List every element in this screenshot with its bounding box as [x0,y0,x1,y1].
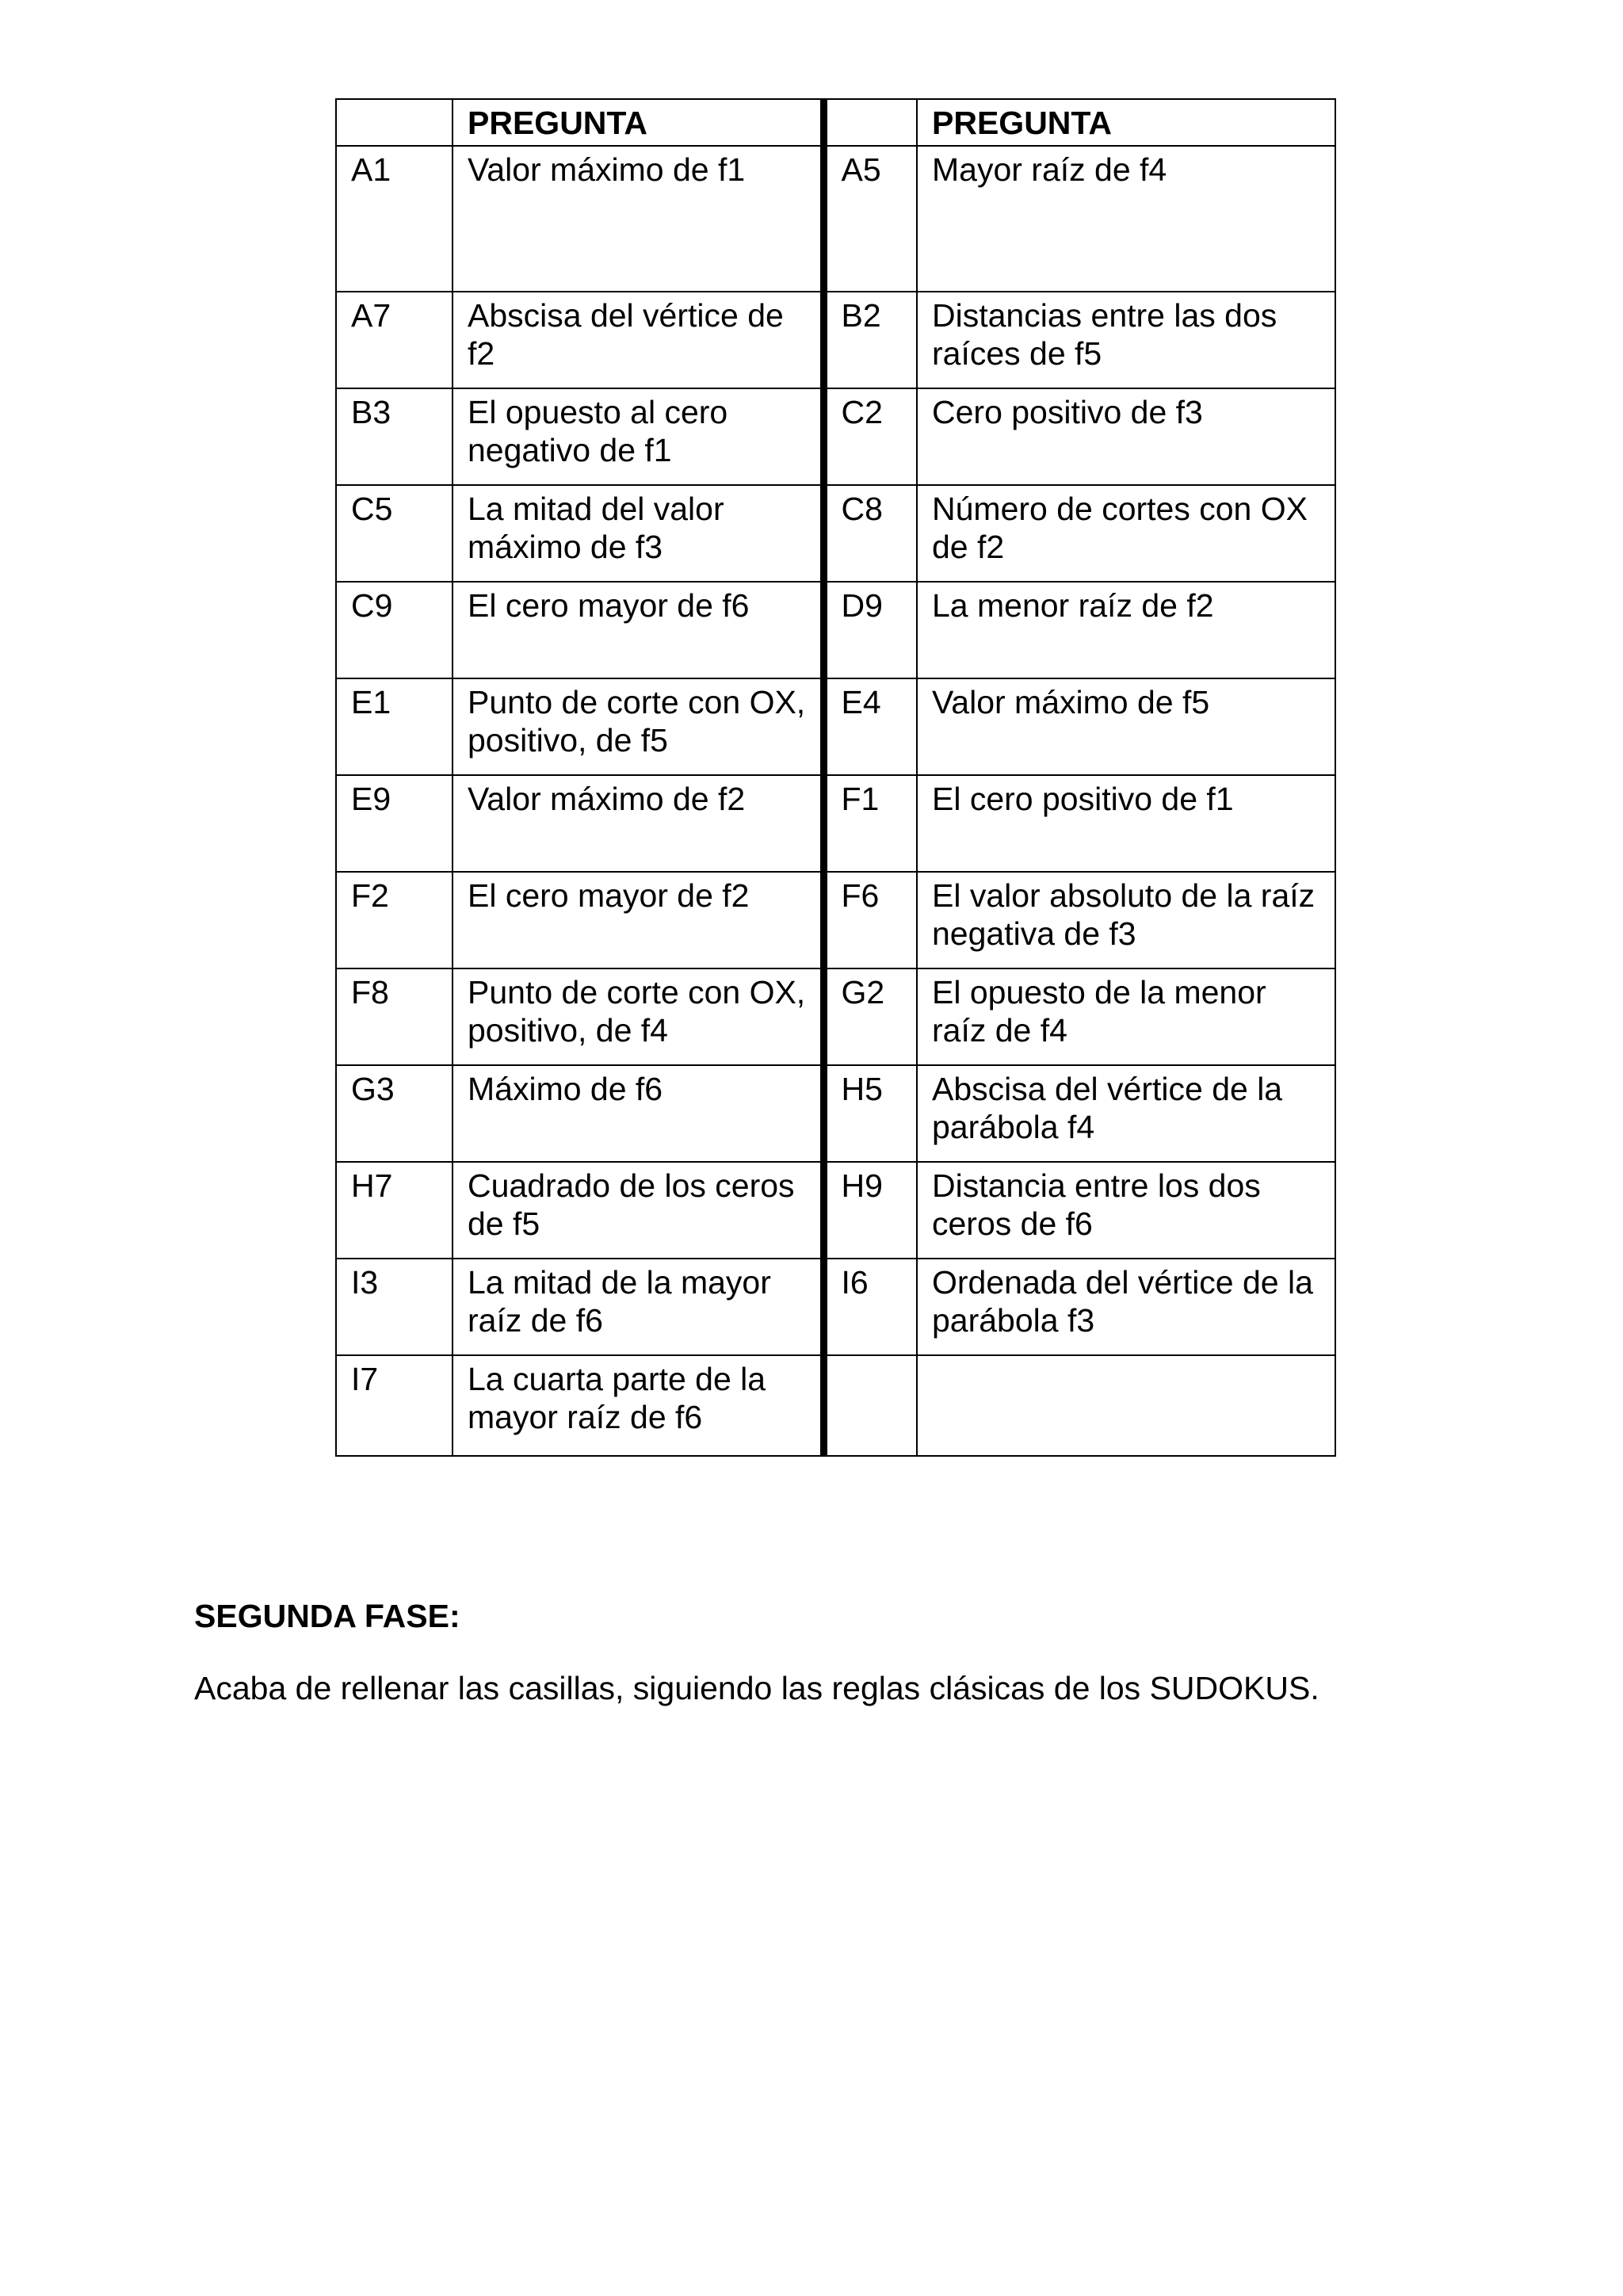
cell-code-right: I6 [823,1259,917,1355]
cell-code-left: G3 [336,1065,453,1162]
table-row [336,968,1335,1065]
table-row [336,1065,1335,1162]
cell-code-right: H9 [823,1162,917,1259]
cell-code-left: I7 [336,1355,453,1456]
cell-question-right [917,1355,1335,1456]
table-row [336,1355,1335,1456]
cell-question-right: El cero positivo de f1 [917,775,1335,872]
cell-question-left: Valor máximo de f1 [453,146,823,292]
cell-question-left: El opuesto al cero negativo de f1 [453,388,823,485]
table-row [336,146,1335,292]
header-code-right [823,99,917,146]
cell-question-left: Punto de corte con OX, positivo, de f5 [453,678,823,775]
cell-code-left: A7 [336,292,453,388]
table-row [336,775,1335,872]
table-row [336,388,1335,485]
header-question-left: PREGUNTA [453,99,823,146]
cell-question-left: Máximo de f6 [453,1065,823,1162]
header-question-right: PREGUNTA [917,99,1335,146]
cell-code-left: C5 [336,485,453,582]
cell-code-right: B2 [823,292,917,388]
section-instructions: Acaba de rellenar las casillas, siguiendo las reglas clásicas de los SUDOKUS. [194,1670,1319,1706]
cell-code-right: D9 [823,582,917,678]
cell-question-right: Ordenada del vértice de la parábola f3 [917,1259,1335,1355]
cell-question-left: Cuadrado de los ceros de f5 [453,1162,823,1259]
cell-code-left: I3 [336,1259,453,1355]
table-row [336,582,1335,678]
cell-code-left: E9 [336,775,453,872]
table-row [336,292,1335,388]
cell-code-left: C9 [336,582,453,678]
cell-question-left: Punto de corte con OX, positivo, de f4 [453,968,823,1065]
cell-code-right: C8 [823,485,917,582]
cell-code-left: F8 [336,968,453,1065]
cell-code-left: B3 [336,388,453,485]
cell-code-right: G2 [823,968,917,1065]
cell-code-left: A1 [336,146,453,292]
cell-code-right [823,1355,917,1456]
cell-code-right: C2 [823,388,917,485]
table-row [336,485,1335,582]
questions-table [335,98,1336,1457]
cell-code-left: H7 [336,1162,453,1259]
cell-question-right: El valor absoluto de la raíz negativa de f3 [917,872,1335,968]
table-header-row [336,99,1335,146]
cell-code-right: A5 [823,146,917,292]
cell-question-left: El cero mayor de f6 [453,582,823,678]
cell-question-right: Valor máximo de f5 [917,678,1335,775]
cell-question-right: El opuesto de la menor raíz de f4 [917,968,1335,1065]
cell-question-right: Número de cortes con OX de f2 [917,485,1335,582]
cell-question-right: Mayor raíz de f4 [917,146,1335,292]
cell-question-left: La mitad del valor máximo de f3 [453,485,823,582]
cell-code-left: F2 [336,872,453,968]
cell-code-right: E4 [823,678,917,775]
table-row [336,1259,1335,1355]
cell-code-right: F1 [823,775,917,872]
cell-question-left: La mitad de la mayor raíz de f6 [453,1259,823,1355]
cell-question-left: Valor máximo de f2 [453,775,823,872]
cell-question-left: La cuarta parte de la mayor raíz de f6 [453,1355,823,1456]
cell-question-right: La menor raíz de f2 [917,582,1335,678]
cell-question-right: Abscisa del vértice de la parábola f4 [917,1065,1335,1162]
cell-question-right: Distancia entre los dos ceros de f6 [917,1162,1335,1259]
table-row [336,678,1335,775]
section-title: SEGUNDA FASE: [194,1598,460,1634]
cell-question-right: Cero positivo de f3 [917,388,1335,485]
table-row [336,872,1335,968]
cell-code-left: E1 [336,678,453,775]
header-code-left [336,99,453,146]
cell-question-left: Abscisa del vértice de f2 [453,292,823,388]
cell-code-right: H5 [823,1065,917,1162]
cell-question-left: El cero mayor de f2 [453,872,823,968]
table-row [336,1162,1335,1259]
cell-question-right: Distancias entre las dos raíces de f5 [917,292,1335,388]
cell-code-right: F6 [823,872,917,968]
